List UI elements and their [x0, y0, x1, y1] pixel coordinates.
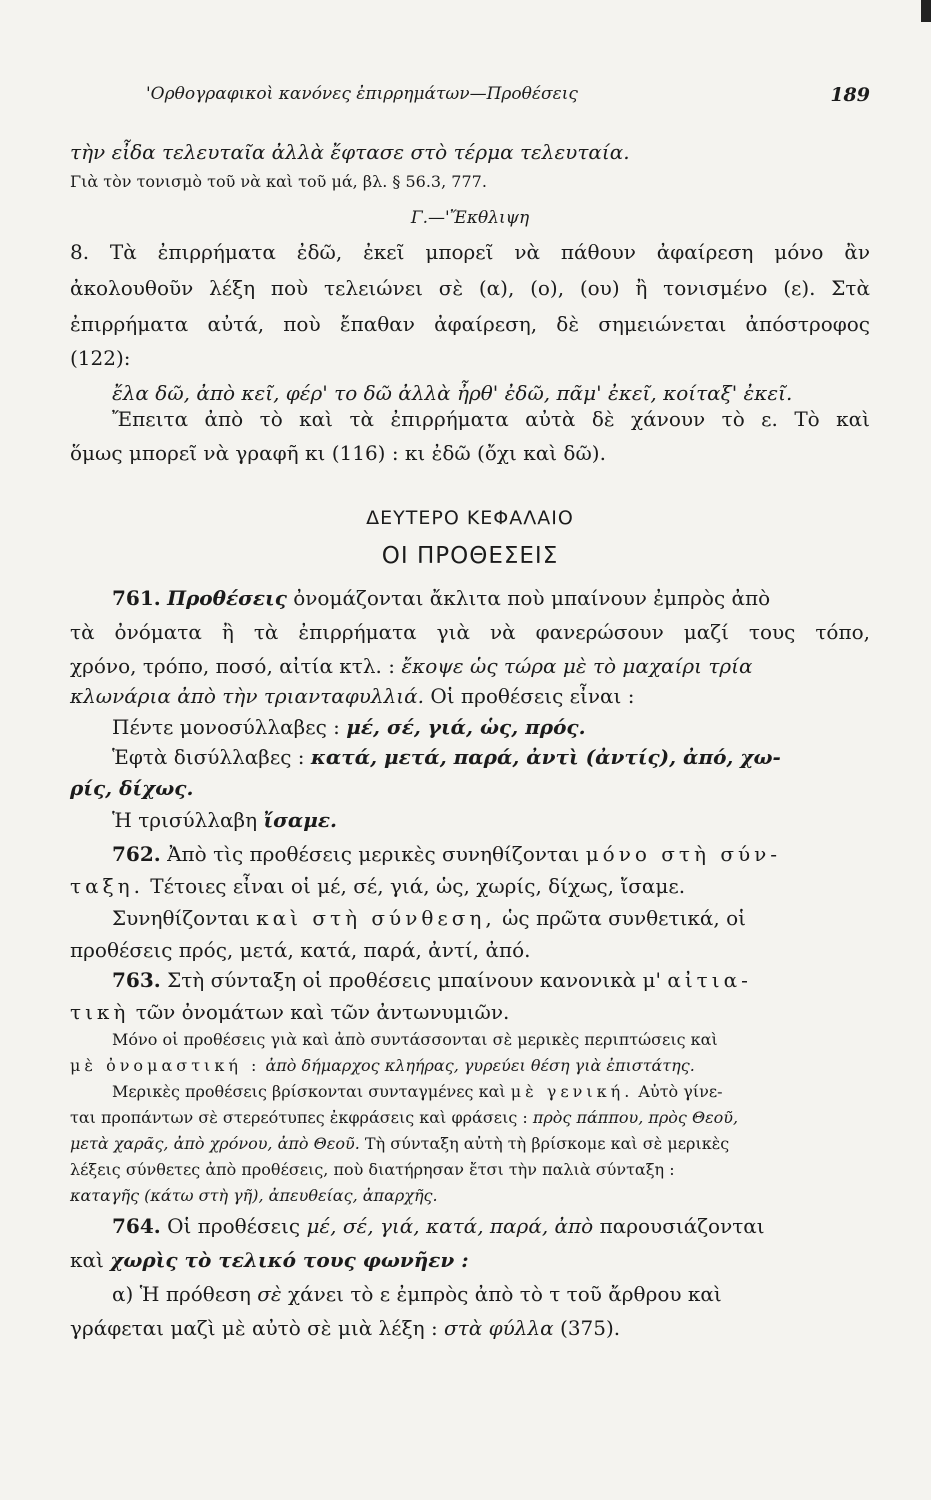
text-line: ὅμως μπορεῖ νὰ γραφῆ κι (116) : κι ἐδῶ (ὄχι καὶ δῶ).	[70, 441, 606, 465]
spaced-span: αἰτια-	[667, 968, 752, 992]
spaced-span: μόνο στὴ σύν-	[585, 842, 782, 866]
text-span: ὀνομάζονται ἄκλιτα ποὺ μπαίνουν ἐμπρὸς ἀπὸ	[293, 586, 771, 610]
text-line	[70, 684, 870, 708]
text-line	[70, 1248, 870, 1272]
preposition-list: μέ, σέ, γιά, ὡς, πρός.	[346, 715, 586, 739]
text-span: ται προπάντων σὲ στερεότυπες ἐκφράσεις καὶ φράσεις :	[70, 1108, 528, 1127]
text-line: τὰ ὀνόματα ἢ τὰ ἐπιρρήματα γιὰ νὰ φανερώσουν μαζί τους τόπο,	[70, 620, 870, 644]
text-span: (375).	[560, 1316, 621, 1340]
term: Προθέσεις	[167, 586, 287, 610]
paragraph-763-line	[112, 968, 870, 992]
monosyllabic-line	[112, 715, 870, 739]
paragraph-number: 762.	[112, 842, 161, 866]
text-span: Τὴ σύνταξη αὐτὴ τὴ βρίσκομε καὶ σὲ μερικὲς	[364, 1134, 730, 1153]
page-number: 189	[830, 84, 870, 106]
paragraph-number: 761.	[112, 586, 161, 610]
text-span: καὶ	[70, 1248, 104, 1272]
trisyllabic-line	[112, 808, 870, 832]
text-span: τῶν ὀνομάτων καὶ τῶν ἀντωνυμιῶν.	[135, 1000, 510, 1024]
small-note-line	[70, 1108, 870, 1127]
spaced-span: καὶ στὴ σύνθεση,	[256, 906, 496, 930]
text-span: χάνει τὸ ε ἐμπρὸς ἀπὸ τὸ τ τοῦ ἄρθρου καὶ	[287, 1282, 722, 1306]
paragraph-761-line	[112, 586, 870, 610]
text-span: Τέτοιες εἶναι οἱ μέ, σέ, γιά, ὡς, χωρίς, δίχως, ἴσαμε.	[150, 874, 686, 898]
example-span: χωρὶς τὸ τελικό τους φωνῆεν :	[110, 1248, 469, 1272]
paragraph-764-line	[112, 1214, 870, 1238]
text-span: Ἀπὸ τὶς προθέσεις μερικὲς συνηθίζονται	[167, 842, 580, 866]
text-span: Στὴ σύνταξη οἱ προθέσεις μπαίνουν κανονικὰ μ'	[167, 968, 661, 992]
example-span: μέ, σέ, γιά, κατά, παρά, ἀπὸ	[306, 1214, 594, 1238]
text-span: Αὐτὸ γίνε-	[638, 1082, 723, 1101]
text-span: Οἱ προθέσεις εἶναι :	[430, 684, 635, 708]
text-line	[112, 906, 870, 930]
chapter-label: ΔΕΥΤΕΡΟ ΚΕΦΑΛΑΙΟ	[366, 507, 574, 529]
example-span: μετὰ χαρᾶς, ἀπὸ χρόνου, ἀπὸ Θεοῦ.	[70, 1134, 360, 1153]
text-line	[70, 1316, 870, 1340]
text-line	[70, 874, 870, 898]
label: Ἑφτὰ δισύλλαβες :	[112, 745, 305, 769]
running-title: 'Ορθογραφικοὶ κανόνες ἐπιρρημάτων—Προθέσεις	[146, 84, 578, 104]
text-line	[70, 654, 870, 678]
paragraph-number: 763.	[112, 968, 161, 992]
text-span: Μερικὲς προθέσεις βρίσκονται συνταγμένες καὶ	[112, 1082, 506, 1101]
text-span: Συνηθίζονται	[112, 906, 250, 930]
text-span: χρόνο, τρόπο, ποσό, αἰτία κτλ. :	[70, 654, 395, 678]
text-line	[112, 1282, 870, 1306]
text-line: 8. Τὰ ἐπιρρήματα ἐδῶ, ἐκεῖ μπορεῖ νὰ πάθουν ἀφαίρεση μόνο ἂν	[70, 240, 870, 264]
small-note-line	[70, 1134, 870, 1153]
example-span: ἀπὸ δήμαρχος κληήρας, γυρεύει θέση γιὰ ἐπιστάτης.	[265, 1056, 695, 1075]
spaced-span: μὲ ὀνομαστική :	[70, 1056, 261, 1075]
spaced-span: ταξη.	[70, 874, 144, 898]
text-span: Οἱ προθέσεις	[167, 1214, 301, 1238]
paragraph-number: 764.	[112, 1214, 161, 1238]
paragraph-762-line	[112, 842, 870, 866]
text-line: τὴν εἶδα τελευταῖα ἀλλὰ ἔφτασε στὸ τέρμα τελευταία.	[70, 140, 630, 164]
small-note-line: καταγῆς (κάτω στὴ γῆ), ἀπευθείας, ἀπαρχῆς.	[70, 1186, 438, 1205]
example-span: στὰ φύλλα	[444, 1316, 554, 1340]
text-line: ἀκολουθοῦν λέξη ποὺ τελειώνει σὲ (α), (ο), (ου) ἢ τονισμένο (ε). Στὰ	[70, 276, 870, 300]
page-corner-mark	[921, 0, 931, 22]
disyllabic-line	[112, 745, 870, 769]
example-span: ἔκοψε ὡς τώρα μὲ τὸ μαχαίρι τρία	[401, 654, 753, 678]
text-line: Ἔπειτα ἀπὸ τὸ καὶ τὰ ἐπιρρήματα αὐτὰ δὲ χάνουν τὸ ε. Τὸ καὶ	[112, 407, 870, 431]
text-span: α) Ἡ πρόθεση	[112, 1282, 251, 1306]
example-span: κλωνάρια ἀπὸ τὴν τριανταφυλλιά.	[70, 684, 424, 708]
preposition-item: ἴσαμε.	[263, 808, 338, 832]
small-note-line	[112, 1082, 870, 1101]
small-note-line: λέξεις σύνθετες ἀπὸ προθέσεις, ποὺ διατήρησαν ἔτσι τὴν παλιὰ σύνταξη :	[70, 1160, 675, 1179]
label: Πέντε μονοσύλλαβες :	[112, 715, 340, 739]
preposition-list-cont: ρίς, δίχως.	[70, 776, 194, 800]
text-line: (122):	[70, 346, 131, 370]
text-line: Γιὰ τὸν τονισμὸ τοῦ νὰ καὶ τοῦ μά, βλ. § 56.3, 777.	[70, 172, 487, 191]
preposition-list: κατά, μετά, παρά, ἀντὶ (ἀντίς), ἀπό, χω-	[310, 745, 781, 769]
example-span: σὲ	[257, 1282, 282, 1306]
example-line: ἔλα δῶ, ἀπὸ κεῖ, φέρ' το δῶ ἀλλὰ ἦρθ' ἐδῶ, πᾶμ' ἐκεῖ, κοίταξ' ἐκεῖ.	[112, 381, 793, 405]
example-span: πρὸς πάππου, πρὸς Θεοῦ,	[532, 1108, 739, 1127]
text-span: ὡς πρῶτα συνθετικά, οἱ	[502, 906, 747, 930]
spaced-span: τικὴ	[70, 1000, 130, 1024]
label: Ἡ τρισύλλαβη	[112, 808, 258, 832]
small-note-line	[70, 1056, 870, 1075]
text-line: ἐπιρρήματα αὐτά, ποὺ ἔπαθαν ἀφαίρεση, δὲ σημειώνεται ἀπόστροφος	[70, 312, 870, 336]
chapter-title: ΟΙ ΠΡΟΘΕΣΕΙΣ	[381, 543, 559, 569]
text-span: γράφεται μαζὶ μὲ αὐτὸ σὲ μιὰ λέξη :	[70, 1316, 438, 1340]
text-line	[70, 1000, 870, 1024]
text-span: παρουσιάζονται	[599, 1214, 765, 1238]
small-note-line: Μόνο οἱ προθέσεις γιὰ καὶ ἀπὸ συντάσσονται σὲ μερικὲς περιπτώσεις καὶ	[112, 1030, 718, 1049]
text-line: προθέσεις πρός, μετά, κατά, παρά, ἀντί, ἀπό.	[70, 938, 531, 962]
section-heading: Γ.—'Ἔκθλιψη	[410, 208, 530, 228]
spaced-span: μὲ γενική.	[510, 1082, 634, 1101]
running-header	[146, 84, 870, 114]
